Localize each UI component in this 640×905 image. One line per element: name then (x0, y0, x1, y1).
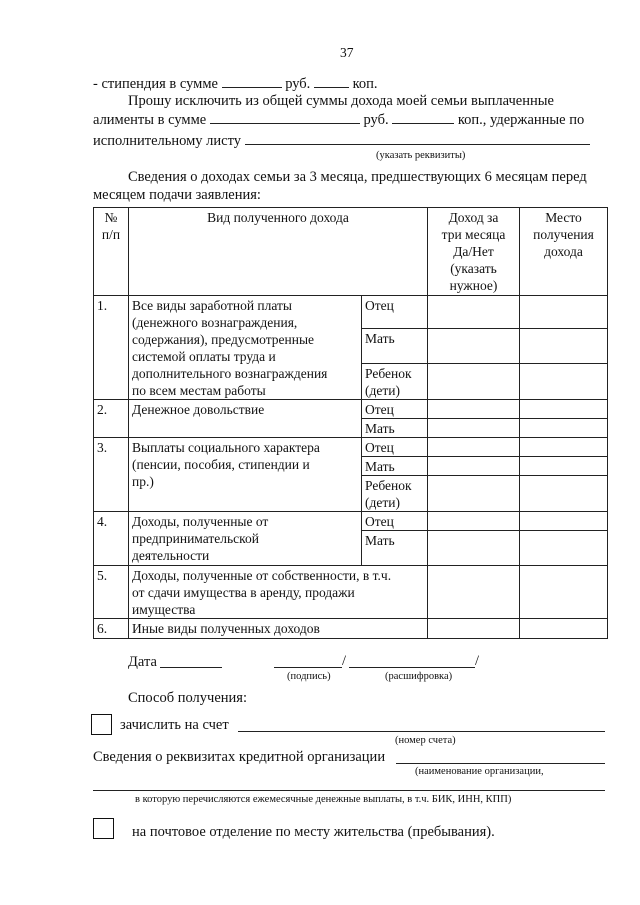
member-cell: Отец (362, 438, 428, 457)
stipend-amount-rub-field[interactable] (222, 74, 282, 88)
post-office-label: на почтовое отделение по месту жительства (пребывания). (132, 824, 495, 840)
member-cell: Отец (362, 400, 428, 419)
account-number-field[interactable] (238, 731, 605, 732)
income-place-cell[interactable] (520, 476, 608, 512)
row-income-type: Иные виды полученных доходов (129, 619, 428, 639)
bank-name-hint: (наименование организации, (415, 766, 544, 777)
row-num: 3. (94, 438, 129, 512)
table-row (94, 566, 608, 619)
table-row (94, 438, 608, 457)
stipend-amount-kop-field[interactable] (314, 74, 349, 88)
to-account-checkbox[interactable] (91, 714, 112, 735)
row-num: 4. (94, 512, 129, 566)
bank-name-field[interactable] (396, 763, 605, 764)
row-num: 6. (94, 619, 129, 639)
alimony-kop-label: коп., удержанные по (457, 112, 585, 128)
header-income-place: Место получения дохода (520, 208, 608, 296)
row-income-type: Все виды заработной платы (денежного вознаграждения, содержания), предусмотренные системой оплаты труда и дополнительного вознаграждения по всем местам работы (129, 296, 362, 400)
alimony-amount-rub-field[interactable] (210, 110, 360, 124)
row-num: 1. (94, 296, 129, 400)
income-yes-no-cell[interactable] (428, 566, 520, 619)
row-income-type: Доходы, полученные от собственности, в т.ч. от сдачи имущества в аренду, продажи имущества (129, 566, 428, 619)
income-place-cell[interactable] (520, 296, 608, 329)
income-place-cell[interactable] (520, 329, 608, 364)
slash-separator: / (475, 653, 480, 669)
header-income-3-months: Доход за три месяца Да/Нет (указать нужное) (428, 208, 520, 296)
stipend-rub-label: руб. (285, 76, 311, 92)
income-yes-no-cell[interactable] (428, 531, 520, 566)
table-row (94, 296, 608, 329)
row-income-type: Денежное довольствие (129, 400, 362, 438)
income-place-cell[interactable] (520, 512, 608, 531)
income-table (93, 207, 608, 639)
table-row (94, 512, 608, 531)
income-yes-no-cell[interactable] (428, 438, 520, 457)
table-header-row (94, 208, 608, 296)
member-cell: Ребенок (дети) (362, 364, 428, 400)
income-place-cell[interactable] (520, 419, 608, 438)
header-income-type: Вид полученного дохода (129, 208, 428, 296)
member-cell: Отец (362, 512, 428, 531)
income-intro-line-2: месяцем подачи заявления: (93, 187, 261, 203)
signature-decode-hint: (расшифровка) (385, 671, 453, 682)
income-place-cell[interactable] (520, 531, 608, 566)
row-num: 5. (94, 566, 129, 619)
stipend-line (93, 74, 378, 93)
income-place-cell[interactable] (520, 364, 608, 400)
alimony-rub-label: руб. (363, 112, 389, 128)
member-cell: Мать (362, 329, 428, 364)
to-account-label: зачислить на счет (120, 717, 229, 733)
bank-details-label: Сведения о реквизитах кредитной организации (93, 749, 386, 765)
date-label: Дата (128, 654, 157, 670)
alimony-line-3 (93, 131, 590, 150)
bank-details-field[interactable] (93, 790, 605, 791)
income-place-cell[interactable] (520, 400, 608, 419)
income-yes-no-cell[interactable] (428, 329, 520, 364)
slash-separator: / (342, 653, 347, 669)
alimony-line-1: Прошу исключить из общей суммы дохода моей семьи выплаченные (128, 93, 554, 109)
writ-label: исполнительному листу (93, 133, 242, 149)
alimony-label: алименты в сумме (93, 112, 207, 128)
post-office-checkbox[interactable] (93, 818, 114, 839)
signature-hint: (подпись) (287, 671, 331, 682)
member-cell: Мать (362, 457, 428, 476)
header-num: № п/п (94, 208, 129, 296)
income-place-cell[interactable] (520, 566, 608, 619)
writ-details-field[interactable] (245, 131, 590, 145)
income-yes-no-cell[interactable] (428, 400, 520, 419)
income-intro-line-1: Сведения о доходах семьи за 3 месяца, предшествующих 6 месяцам перед (128, 169, 587, 185)
member-cell: Ребенок (дети) (362, 476, 428, 512)
writ-details-hint: (указать реквизиты) (376, 150, 466, 161)
stipend-label: - стипендия в сумме (93, 76, 218, 92)
table-row (94, 400, 608, 419)
income-yes-no-cell[interactable] (428, 364, 520, 400)
income-yes-no-cell[interactable] (428, 419, 520, 438)
income-place-cell[interactable] (520, 438, 608, 457)
income-place-cell[interactable] (520, 457, 608, 476)
income-yes-no-cell[interactable] (428, 476, 520, 512)
signature-decode-field[interactable] (349, 667, 475, 668)
income-yes-no-cell[interactable] (428, 619, 520, 639)
member-cell: Мать (362, 419, 428, 438)
alimony-amount-kop-field[interactable] (392, 110, 454, 124)
income-yes-no-cell[interactable] (428, 457, 520, 476)
payment-method-title: Способ получения: (128, 690, 247, 706)
income-yes-no-cell[interactable] (428, 512, 520, 531)
row-income-type: Выплаты социального характера (пенсии, пособия, стипендии и пр.) (129, 438, 362, 512)
table-row (94, 619, 608, 639)
signature-field[interactable] (274, 667, 342, 668)
row-num: 2. (94, 400, 129, 438)
bank-details-hint: в которую перечисляются ежемесячные денежные выплаты, в т.ч. БИК, ИНН, КПП) (135, 794, 512, 805)
income-yes-no-cell[interactable] (428, 296, 520, 329)
member-cell: Отец (362, 296, 428, 329)
income-place-cell[interactable] (520, 619, 608, 639)
row-income-type: Доходы, полученные от предпринимательской деятельности (129, 512, 362, 566)
page-number: 37 (340, 45, 354, 60)
date-field[interactable] (160, 667, 222, 668)
member-cell: Мать (362, 531, 428, 566)
stipend-kop-label: коп. (352, 76, 378, 92)
alimony-line-2 (93, 110, 584, 129)
account-number-hint: (номер счета) (395, 735, 456, 746)
